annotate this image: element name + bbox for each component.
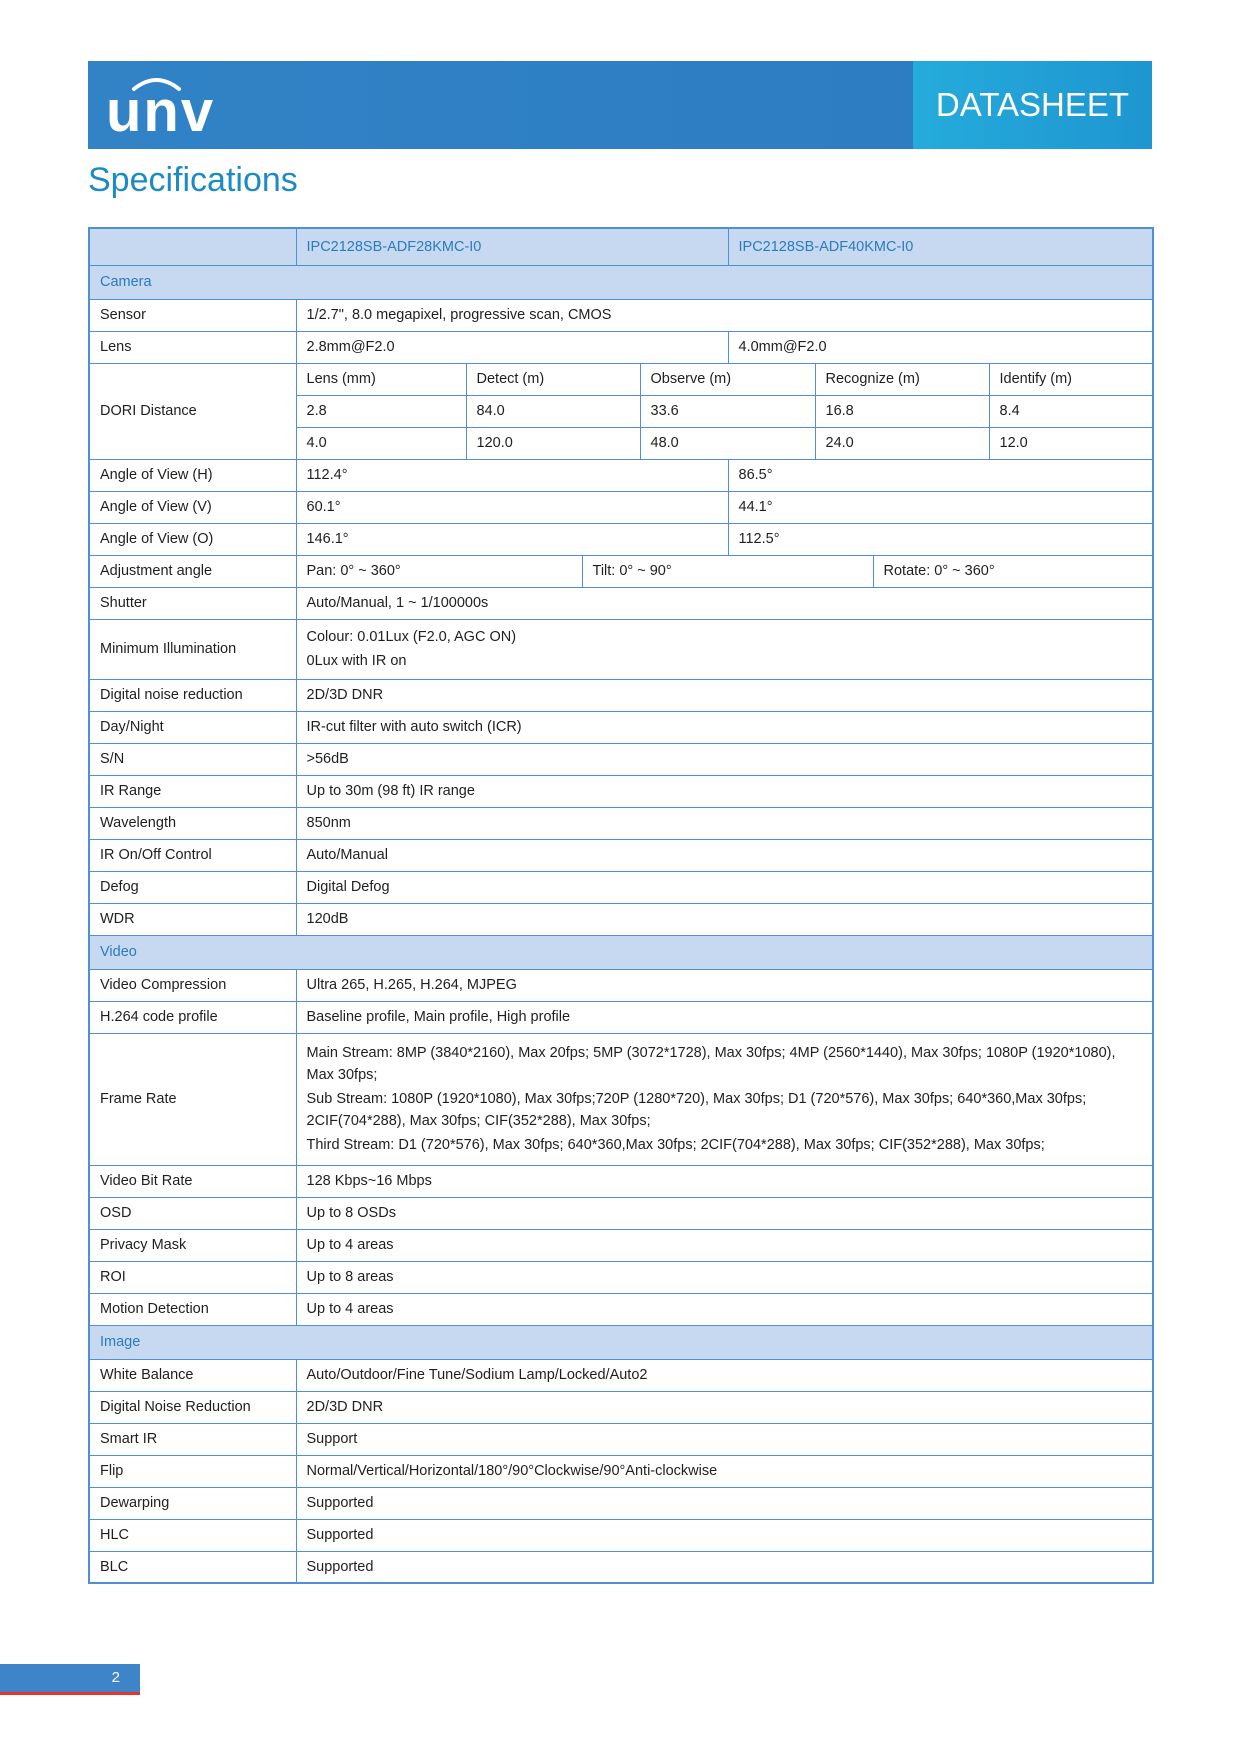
spec-value: 128 Kbps~16 Mbps — [296, 1165, 1153, 1197]
spec-value: 112.4° — [296, 459, 728, 491]
spec-value: Up to 8 OSDs — [296, 1197, 1153, 1229]
table-row — [89, 743, 1153, 775]
table-row — [89, 587, 1153, 619]
logo-text: unv — [106, 79, 216, 139]
model-name: IPC2128SB-ADF40KMC-I0 — [728, 228, 1153, 265]
spec-label: Dewarping — [89, 1487, 296, 1519]
spec-label: WDR — [89, 903, 296, 935]
spec-value: 60.1° — [296, 491, 728, 523]
spec-value: 1/2.7", 8.0 megapixel, progressive scan, CMOS — [296, 299, 1153, 331]
table-row — [89, 1487, 1153, 1519]
spec-value: 2.8mm@F2.0 — [296, 331, 728, 363]
header-bar — [88, 61, 1152, 149]
spec-label: Shutter — [89, 587, 296, 619]
spec-value-tilt: Tilt: 0° ~ 90° — [582, 555, 873, 587]
table-row — [89, 839, 1153, 871]
spec-label: H.264 code profile — [89, 1001, 296, 1033]
spec-value: Digital Defog — [296, 871, 1153, 903]
model-header-row — [89, 228, 1153, 265]
section-row — [89, 1325, 1153, 1359]
spec-value: Supported — [296, 1487, 1153, 1519]
section-row — [89, 265, 1153, 299]
spec-label: Defog — [89, 871, 296, 903]
spec-value: 850nm — [296, 807, 1153, 839]
table-row — [89, 1001, 1153, 1033]
spec-label: Adjustment angle — [89, 555, 296, 587]
table-row — [89, 1391, 1153, 1423]
spec-value: Auto/Manual — [296, 839, 1153, 871]
spec-value: 4.0mm@F2.0 — [728, 331, 1153, 363]
dori-header: Recognize (m) — [815, 363, 989, 395]
spec-value: >56dB — [296, 743, 1153, 775]
table-row — [89, 903, 1153, 935]
spec-label: Motion Detection — [89, 1293, 296, 1325]
dori-header: Identify (m) — [989, 363, 1153, 395]
spec-value: Up to 4 areas — [296, 1293, 1153, 1325]
dori-header: Detect (m) — [466, 363, 640, 395]
table-row — [89, 1423, 1153, 1455]
datasheet-badge — [913, 61, 1152, 149]
badge-label: DATASHEET — [935, 86, 1130, 123]
spec-label: Frame Rate — [89, 1033, 296, 1165]
spec-value: Baseline profile, Main profile, High profile — [296, 1001, 1153, 1033]
spec-value-rotate: Rotate: 0° ~ 360° — [873, 555, 1153, 587]
table-row — [89, 1165, 1153, 1197]
dori-header: Observe (m) — [640, 363, 815, 395]
table-row — [89, 331, 1153, 363]
spec-value: Normal/Vertical/Horizontal/180°/90°Clockwise/90°Anti-clockwise — [296, 1455, 1153, 1487]
spec-label: Video Bit Rate — [89, 1165, 296, 1197]
spec-label: Sensor — [89, 299, 296, 331]
spec-value-line: 0Lux with IR on — [306, 653, 407, 669]
table-row — [89, 1197, 1153, 1229]
spec-label: Angle of View (O) — [89, 523, 296, 555]
spec-label: Flip — [89, 1455, 296, 1487]
page-number: 2 — [111, 1669, 120, 1686]
table-row — [89, 1033, 1153, 1165]
spec-label: HLC — [89, 1519, 296, 1551]
spec-value: 2D/3D DNR — [296, 679, 1153, 711]
spec-label: Minimum Illumination — [89, 619, 296, 679]
section-row — [89, 935, 1153, 969]
spec-value: Supported — [296, 1519, 1153, 1551]
spec-label: Day/Night — [89, 711, 296, 743]
table-row — [89, 807, 1153, 839]
spec-value — [296, 619, 1153, 679]
spec-label: Smart IR — [89, 1423, 296, 1455]
spec-value: 146.1° — [296, 523, 728, 555]
spec-label: IR On/Off Control — [89, 839, 296, 871]
dori-cell: 24.0 — [815, 427, 989, 459]
table-row — [89, 871, 1153, 903]
dori-header: Lens (mm) — [296, 363, 466, 395]
section-image: Image — [89, 1325, 1153, 1359]
spec-value: Supported — [296, 1551, 1153, 1583]
spec-value: 120dB — [296, 903, 1153, 935]
spec-label: Privacy Mask — [89, 1229, 296, 1261]
spec-label: Angle of View (V) — [89, 491, 296, 523]
dori-cell: 16.8 — [815, 395, 989, 427]
dori-cell: 33.6 — [640, 395, 815, 427]
dori-cell: 8.4 — [989, 395, 1153, 427]
table-row — [89, 619, 1153, 679]
table-row — [89, 523, 1153, 555]
third-stream-line: Third Stream: D1 (720*576), Max 30fps; 640*360,Max 30fps; 2CIF(704*288), Max 30fps; CIF(352*288), Max 30fps; — [306, 1137, 1045, 1153]
spec-label: Digital noise reduction — [89, 679, 296, 711]
spec-value-pan: Pan: 0° ~ 360° — [296, 555, 582, 587]
spec-value: 112.5° — [728, 523, 1153, 555]
spec-value: IR-cut filter with auto switch (ICR) — [296, 711, 1153, 743]
table-row — [89, 1455, 1153, 1487]
specifications-table — [88, 227, 1154, 1584]
dori-cell: 12.0 — [989, 427, 1153, 459]
spec-value: Up to 4 areas — [296, 1229, 1153, 1261]
dori-cell: 48.0 — [640, 427, 815, 459]
spec-label: IR Range — [89, 775, 296, 807]
spec-value: Auto/Outdoor/Fine Tune/Sodium Lamp/Locked/Auto2 — [296, 1359, 1153, 1391]
table-row — [89, 711, 1153, 743]
spec-value: Up to 8 areas — [296, 1261, 1153, 1293]
spec-value: Support — [296, 1423, 1153, 1455]
spec-label: ROI — [89, 1261, 296, 1293]
dori-cell: 120.0 — [466, 427, 640, 459]
table-row — [89, 299, 1153, 331]
spec-value: Ultra 265, H.265, H.264, MJPEG — [296, 969, 1153, 1001]
section-video: Video — [89, 935, 1153, 969]
spec-label: Video Compression — [89, 969, 296, 1001]
spec-value: Auto/Manual, 1 ~ 1/100000s — [296, 587, 1153, 619]
table-row — [89, 969, 1153, 1001]
table-row — [89, 775, 1153, 807]
header-blank-cell — [89, 228, 296, 265]
spec-label: White Balance — [89, 1359, 296, 1391]
spec-label: OSD — [89, 1197, 296, 1229]
table-row — [89, 679, 1153, 711]
dori-cell: 2.8 — [296, 395, 466, 427]
table-row — [89, 459, 1153, 491]
dori-cell: 4.0 — [296, 427, 466, 459]
spec-label: Digital Noise Reduction — [89, 1391, 296, 1423]
spec-label: Angle of View (H) — [89, 459, 296, 491]
spec-value: Up to 30m (98 ft) IR range — [296, 775, 1153, 807]
table-row — [89, 555, 1153, 587]
table-row — [89, 1293, 1153, 1325]
table-row — [89, 1261, 1153, 1293]
sub-stream-line: Sub Stream: 1080P (1920*1080), Max 30fps;720P (1280*720), Max 30fps; D1 (720*576), Max 30fps; 640*360,Max 30fps; 2CIF(704*288), Max 30fps; CIF(352*288), Max 30fps; — [306, 1091, 1087, 1129]
spec-value — [296, 1033, 1153, 1165]
dori-header-row — [89, 363, 1153, 395]
spec-label: S/N — [89, 743, 296, 775]
model-name: IPC2128SB-ADF28KMC-I0 — [296, 228, 728, 265]
spec-label: DORI Distance — [89, 363, 296, 459]
page-number-box — [0, 1664, 140, 1692]
spec-value: 44.1° — [728, 491, 1153, 523]
page-title: Specifications — [88, 161, 298, 199]
spec-label: Wavelength — [89, 807, 296, 839]
table-row — [89, 1551, 1153, 1583]
page-number-underline — [0, 1692, 140, 1695]
spec-value-line: Colour: 0.01Lux (F2.0, AGC ON) — [306, 629, 517, 645]
spec-value: 86.5° — [728, 459, 1153, 491]
unv-logo — [104, 75, 224, 139]
table-row — [89, 1519, 1153, 1551]
section-camera: Camera — [89, 265, 1153, 299]
table-row — [89, 1359, 1153, 1391]
table-row — [89, 1229, 1153, 1261]
spec-label: Lens — [89, 331, 296, 363]
main-stream-line: Main Stream: 8MP (3840*2160), Max 20fps; 5MP (3072*1728), Max 30fps; 4MP (2560*1440), Max 30fps; 1080P (1920*1080), Max 30fps; — [306, 1045, 1116, 1083]
spec-label: BLC — [89, 1551, 296, 1583]
dori-cell: 84.0 — [466, 395, 640, 427]
table-row — [89, 491, 1153, 523]
spec-value: 2D/3D DNR — [296, 1391, 1153, 1423]
